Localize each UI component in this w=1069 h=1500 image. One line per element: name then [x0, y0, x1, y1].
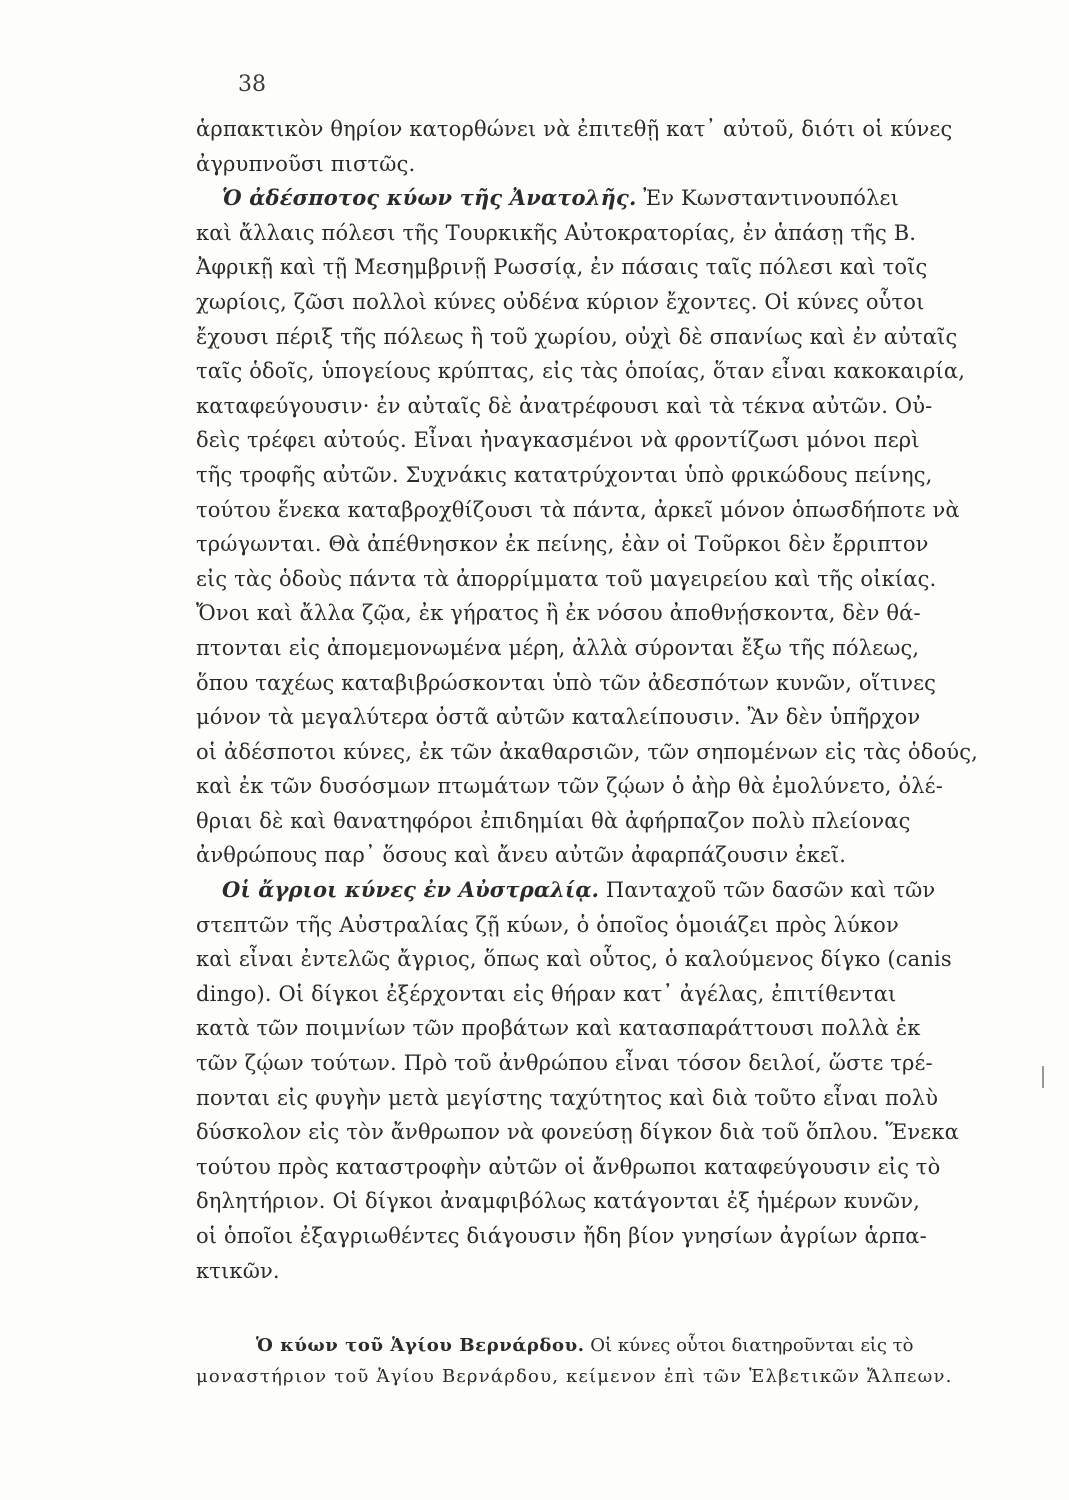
figure-caption: [196, 1330, 1026, 1392]
caption-text-run: Οἱ κύνες οὗτοι διατηροῦνται εἰς τὸ: [584, 1335, 914, 1356]
text-run: Ἐν Κωνσταντινουπόλει: [636, 186, 899, 211]
caption-second-line: μοναστήριον τοῦ Ἁγίου Βερνάρδου, κείμενον ἐπὶ τῶν Ἑλβετικῶν Ἄλπεων.: [196, 1366, 953, 1387]
text-line: ἀνθρώπους παρ᾽ ὅσους καὶ ἄνευ αὐτῶν ἀφαρπάζουσιν ἐκεῖ.: [196, 843, 847, 868]
text-line: ἁρπακτικὸν θηρίον κατορθώνει νὰ ἐπιτεθῇ κατ᾽ αὐτοῦ, διότι οἱ κύνες: [196, 117, 953, 141]
text-line: κτικῶν.: [196, 1258, 280, 1283]
text-line: ἔχουσι πέριξ τῆς πόλεως ἢ τοῦ χωρίου, οὐχὶ δὲ σπανίως καὶ ἐν αὐταῖς: [196, 324, 958, 349]
main-text: [196, 112, 1018, 1288]
margin-mark: [1042, 1066, 1044, 1088]
text-line: Ὄνοι καὶ ἄλλα ζῷα, ἐκ γήρατος ἢ ἐκ νόσου ἀποθνῄσκοντα, δὲν θά-: [196, 601, 921, 626]
text-line: τρώγωνται. Θὰ ἀπέθνησκον ἐκ πείνης, ἐὰν οἱ Τοῦρκοι δὲν ἔρριπτον: [196, 532, 929, 557]
text-line: δεὶς τρέφει αὐτούς. Εἶναι ἠναγκασμένοι νὰ φροντίζωσι μόνοι περὶ: [196, 428, 920, 453]
text-line: δηλητήριον. Οἱ δίγκοι ἀναμφιβόλως κατάγονται ἐξ ἡμέρων κυνῶν,: [196, 1189, 920, 1214]
text-line: καὶ ἄλλαις πόλεσι τῆς Τουρκικῆς Αὐτοκρατορίας, ἐν ἁπάσῃ τῆς Β.: [196, 220, 917, 245]
text-line: ὅπου ταχέως καταβιβρώσκονται ὑπὸ τῶν ἀδεσπότων κυνῶν, οἵτινες: [196, 670, 937, 695]
text-line: εἰς τὰς ὁδοὺς πάντα τὰ ἀπορρίμματα τοῦ μαγειρείου καὶ τῆς οἰκίας.: [196, 566, 937, 591]
text-line: τούτου πρὸς καταστροφὴν αὐτῶν οἱ ἄνθρωποι καταφεύγουσιν εἰς τὸ: [196, 1154, 941, 1179]
text-line: καταφεύγουσιν· ἐν αὐταῖς δὲ ἀνατρέφουσι καὶ τὰ τέκνα αὐτῶν. Οὐ-: [196, 393, 933, 418]
text-line: τῆς τροφῆς αὐτῶν. Συχνάκις κατατρύχονται ὑπὸ φρικώδους πείνης,: [196, 462, 933, 487]
text-line: πτονται εἰς ἀπομεμονωμένα μέρη, ἀλλὰ σύρονται ἔξω τῆς πόλεως,: [196, 635, 920, 660]
text-line: στεπτῶν τῆς Αὐστραλίας ζῇ κύων, ὁ ὁποῖος ὁμοιάζει πρὸς λύκον: [196, 912, 899, 937]
text-line: χωρίοις, ζῶσι πολλοὶ κύνες οὐδένα κύριον ἔχοντες. Οἱ κύνες οὗτοι: [196, 289, 925, 314]
text-line: δύσκολον εἰς τὸν ἄνθρωπον νὰ φονεύσῃ δίγκον διὰ τοῦ ὅπλου. Ἕνεκα: [196, 1120, 959, 1145]
section-2-first-line: [196, 873, 1018, 908]
text-line: οἱ ὁποῖοι ἐξαγριωθέντες διάγουσιν ἤδη βίον γνησίων ἀγρίων ἁρπα-: [196, 1224, 927, 1248]
text-line: οἱ ἀδέσποτοι κύνες, ἐκ τῶν ἀκαθαρσιῶν, τῶν σηπομένων εἰς τὰς ὁδούς,: [196, 739, 978, 764]
text-line: κατὰ τῶν ποιμνίων τῶν προβάτων καὶ κατασπαράττουσι πολλὰ ἐκ: [196, 1016, 921, 1041]
caption-first-line: [196, 1330, 1026, 1361]
page-number: 38: [238, 72, 266, 97]
text-line: θριαι δὲ καὶ θανατηφόροι ἐπιδημίαι θὰ ἀφήρπαζον πολὺ πλείονας: [196, 808, 911, 833]
text-line: τῶν ζῴων τούτων. Πρὸ τοῦ ἀνθρώπου εἶναι τόσον δειλοί, ὥστε τρέ-: [196, 1051, 933, 1076]
text-line: ταῖς ὁδοῖς, ὑπογείους κρύπτας, εἰς τὰς ὁποίας, ὅταν εἶναι κακοκαιρία,: [196, 359, 966, 384]
section-heading-australian-dogs: Οἱ ἄγριοι κύνες ἐν Αὐστραλίᾳ.: [222, 877, 600, 903]
text-line: dingo). Οἱ δίγκοι ἐξέρχονται εἰς θήραν κατ᾽ ἀγέλας, ἐπιτίθενται: [196, 981, 897, 1006]
section-heading-eastern-dog: Ὁ ἀδέσποτος κύων τῆς Ἀνατολῆς.: [222, 185, 637, 211]
caption-heading-st-bernard: Ὁ κύων τοῦ Ἁγίου Βερνάρδου.: [256, 1335, 585, 1356]
text-line: πονται εἰς φυγὴν μετὰ μεγίστης ταχύτητος καὶ διὰ τοῦτο εἶναι πολὺ: [196, 1085, 939, 1110]
section-1-first-line: [196, 181, 1018, 216]
text-run: Πανταχοῦ τῶν δασῶν καὶ τῶν: [599, 878, 936, 903]
text-line: ἀγρυπνοῦσι πιστῶς.: [196, 151, 416, 176]
text-line: Ἀφρικῇ καὶ τῇ Μεσημβρινῇ Ρωσσίᾳ, ἐν πάσαις ταῖς πόλεσι καὶ τοῖς: [196, 255, 928, 280]
text-line: τούτου ἕνεκα καταβροχθίζουσι τὰ πάντα, ἀρκεῖ μόνον ὁπωσδήποτε νὰ: [196, 497, 960, 522]
text-line: μόνον τὰ μεγαλύτερα ὀστᾶ αὐτῶν καταλείπουσιν. Ἂν δὲν ὑπῆρχον: [196, 705, 921, 730]
text-line: καὶ ἐκ τῶν δυσόσμων πτωμάτων τῶν ζῴων ὁ ἀὴρ θὰ ἐμολύνετο, ὀλέ-: [196, 774, 943, 799]
text-line: καὶ εἶναι ἐντελῶς ἄγριος, ὅπως καὶ οὗτος, ὁ καλούμενος δίγκο (canis: [196, 947, 952, 972]
